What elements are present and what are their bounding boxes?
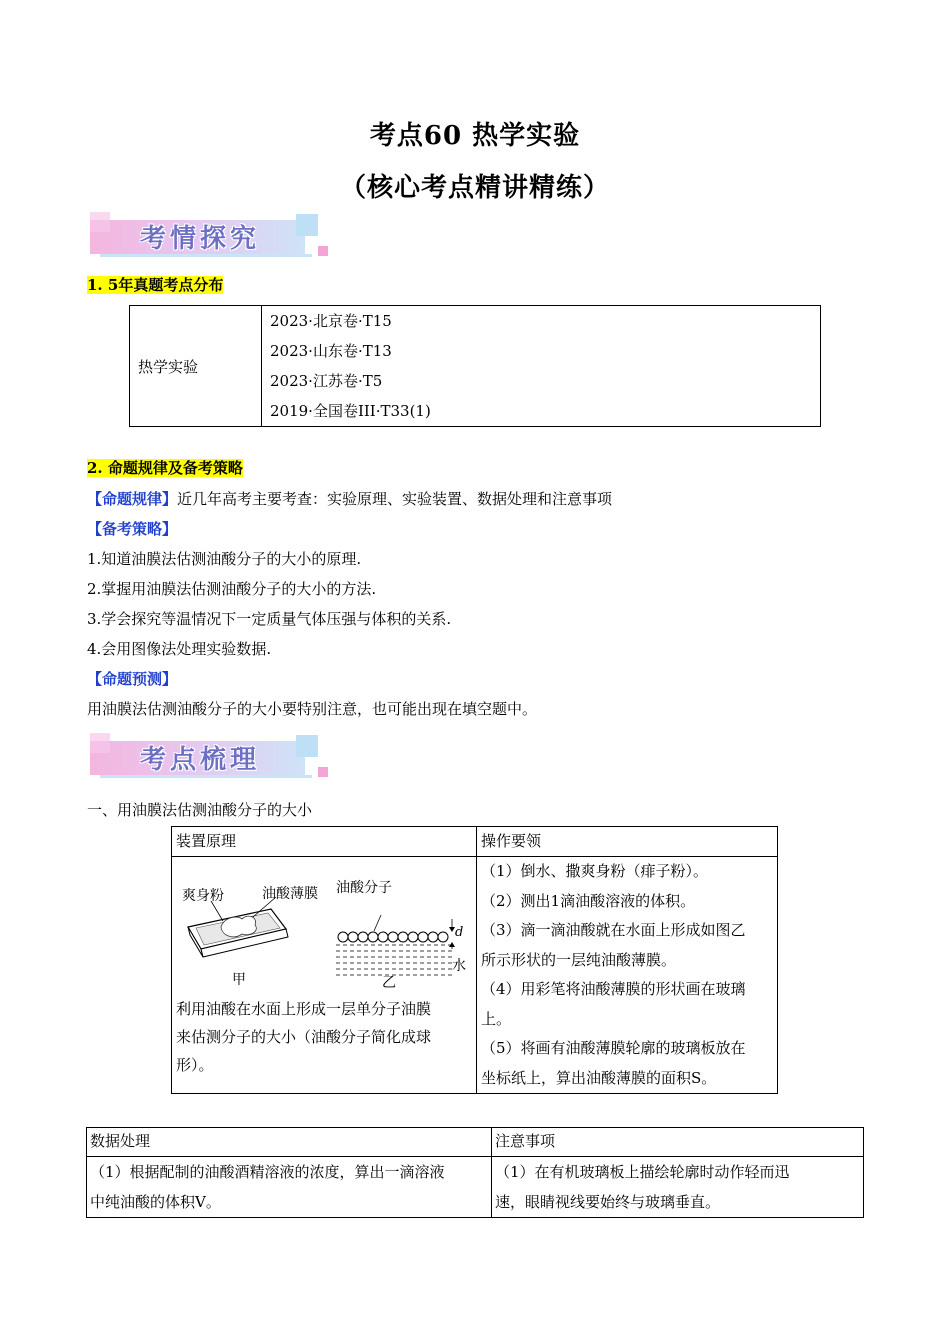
step-line: 所示形状的一层纯油酸薄膜。 (481, 950, 677, 969)
col-header-notes: 注意事项 (492, 1128, 864, 1157)
banner-label: 考点梳理 (140, 745, 261, 775)
section-banner-exam-analysis (90, 212, 320, 260)
label-jia: 甲 (232, 972, 246, 988)
label-powder: 爽身粉 (182, 888, 224, 904)
oil-film-figure (176, 857, 466, 995)
apparatus-diagram (176, 857, 466, 995)
label-yi: 乙 (382, 975, 396, 991)
notes-line: （1）在有机玻璃板上描绘轮廓时动作轻而迅 (495, 1163, 790, 1181)
exam-item: 2023·江苏卷·T5 (270, 372, 383, 390)
principle-line: 来估测分子的大小（油酸分子简化成球 (176, 1028, 432, 1046)
data-line: （1）根据配制的油酸酒精溶液的浓度，算出一滴溶液 (90, 1163, 445, 1181)
banner-label: 考情探究 (140, 224, 261, 254)
exam-item: 2019·全国卷III·T33(1) (270, 402, 431, 420)
step-line: （2）测出1滴油酸溶液的体积。 (481, 891, 696, 910)
col-header-data: 数据处理 (87, 1128, 492, 1157)
step-line: （4）用彩笔将油酸薄膜的形状画在玻璃 (481, 980, 746, 998)
label-water: 水 (452, 958, 466, 974)
molecule-row (338, 932, 448, 942)
exam-distribution-table (129, 305, 821, 427)
rule-line (87, 484, 612, 514)
page-subtitle: （核心考点精讲精练） (339, 173, 610, 203)
notes-line: 速，眼睛视线要始终与玻璃垂直。 (495, 1193, 721, 1211)
rule-label: 【命题规律】 (87, 490, 178, 508)
notes-cell (492, 1157, 864, 1218)
step-line: （5）将画有油酸薄膜轮廓的玻璃板放在 (481, 1039, 746, 1057)
predict-label: 【命题预测】 (87, 670, 178, 688)
col-header-principle: 装置原理 (172, 827, 477, 857)
section1-heading: 1. 5年真题考点分布 (87, 276, 224, 294)
data-cell (87, 1157, 492, 1218)
step-line: （3）滴一滴油酸就在水面上形成如图乙 (481, 921, 746, 939)
data-processing-table (86, 1127, 864, 1218)
exam-item: 2023·山东卷·T13 (270, 342, 392, 360)
col-header-operation: 操作要领 (477, 827, 778, 857)
page-title: 考点60 热学实验 (369, 121, 581, 151)
step-line: 上。 (481, 1009, 512, 1028)
step-line: （1）倒水、撒爽身粉（痱子粉）。 (481, 862, 709, 880)
strategy-label: 【备考策略】 (87, 520, 178, 538)
label-molecule: 油酸分子 (336, 880, 392, 896)
data-line: 中纯油酸的体积V。 (90, 1193, 221, 1211)
principle-line: 利用油酸在水面上形成一层单分子油膜 (176, 1000, 432, 1018)
section3-heading: 一、用油膜法估测油酸分子的大小 (87, 801, 313, 819)
oil-film-table (171, 826, 778, 1094)
label-film: 油酸薄膜 (262, 886, 318, 902)
strategy-item: 4.会用图像法处理实验数据. (87, 640, 272, 658)
rule-text: 近几年高考主要考查：实验原理、实验装置、数据处理和注意事项 (177, 490, 613, 508)
predict-text: 用油膜法估测油酸分子的大小要特别注意，也可能出现在填空题中。 (87, 700, 538, 718)
water-lines (336, 945, 454, 975)
section-banner-key-points (90, 733, 320, 781)
topic-cell: 热学实验 (130, 306, 262, 427)
exam-item: 2023·北京卷·T15 (270, 312, 392, 330)
label-d: d (455, 925, 464, 940)
exam-items-cell (262, 306, 821, 427)
step-line: 坐标纸上，算出油酸薄膜的面积S。 (481, 1068, 717, 1087)
strategy-item: 3.学会探究等温情况下一定质量气体压强与体积的关系. (87, 610, 452, 628)
strategy-item: 2.掌握用油膜法估测油酸分子的大小的方法. (87, 580, 377, 598)
principle-line: 形）。 (176, 1056, 214, 1074)
section2-heading: 2. 命题规律及备考策略 (87, 459, 243, 477)
operation-cell (477, 857, 778, 1094)
principle-cell (172, 857, 477, 1094)
strategy-item: 1.知道油膜法估测油酸分子的大小的原理. (87, 550, 362, 568)
